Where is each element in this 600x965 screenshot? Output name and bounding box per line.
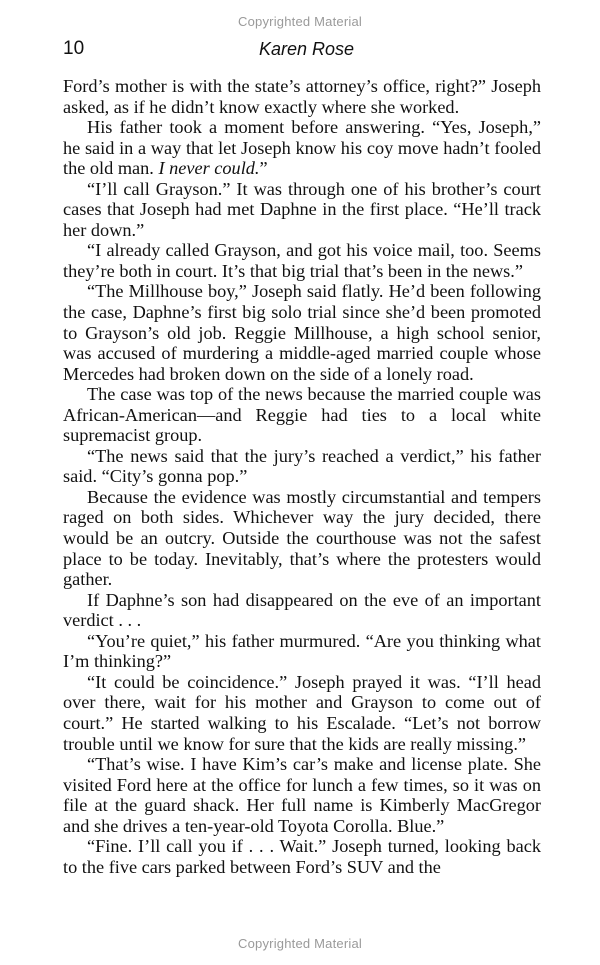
paragraph: If Daphne’s son had disappeared on the eve of an important verdict . . . (63, 589, 541, 631)
copyright-watermark-top: Copyrighted Material (238, 14, 362, 29)
paragraph: “I’ll call Grayson.” It was through one of his brother’s court cases that Joseph had met Daphne in the first place. “He’ll track her down.” (63, 178, 541, 240)
paragraph-text: His father took a moment before answering. “Yes, Joseph,” he said in a way that let Joseph know his coy move hadn’t fooled the old man. (63, 117, 541, 179)
paragraph: His father took a moment before answering. “Yes, Joseph,” he said in a way that let Joseph know his coy move hadn’t fooled the old man. I never could.” (63, 117, 541, 179)
running-head-author: Karen Rose (259, 39, 355, 59)
body-text (63, 76, 541, 877)
page-number: 10 (63, 38, 85, 59)
page-header (63, 38, 543, 66)
paragraph: “Fine. I’ll call you if . . . Wait.” Joseph turned, looking back to the five cars parked between Ford’s SUV and the (63, 836, 541, 877)
paragraph: “I already called Grayson, and got his voice mail, too. Seems they’re both in court. It’s that big trial that’s been in the news.” (63, 240, 541, 281)
paragraph: “It could be coincidence.” Joseph prayed it was. “I’ll head over there, wait for his mother and Grayson to come out of court.” He started walking to his Escalade. “Let’s not borrow trouble until we know for sure that the kids are really missing.” (63, 671, 541, 754)
paragraph: “You’re quiet,” his father murmured. “Are you thinking what I’m thinking?” (63, 630, 541, 672)
italic-phrase: I never could. (158, 158, 260, 179)
paragraph: “The Millhouse boy,” Joseph said flatly. He’d been following the case, Daphne’s first big solo trial since she’d been promoted to Grayson’s old job. Reggie Millhouse, a high school senior, was accused of murdering a middle-aged married couple whose Mercedes had broken down on the side of a lonely road. (63, 281, 541, 384)
copyright-watermark-bottom: Copyrighted Material (238, 936, 362, 951)
paragraph: “The news said that the jury’s reached a verdict,” his father said. “City’s gonna pop.” (63, 445, 541, 487)
paragraph: The case was top of the news because the married couple was African-American—and Reggie had ties to a local white supremacist group. (63, 384, 541, 446)
paragraph: “That’s wise. I have Kim’s car’s make and license plate. She visited Ford here at the office for lunch a few times, so it was on file at the guard shack. Her full name is Kimberly MacGregor and she drives a ten-year-old Toyota Corolla. Blue.” (63, 754, 541, 836)
paragraph: Because the evidence was mostly circumstantial and tempers raged on both sides. Whichever way the jury decided, there would be an outcry. Outside the courthouse was not the safest place to be today. Inevitably, that’s where the protesters would gather. (63, 486, 541, 590)
paragraph: Ford’s mother is with the state’s attorney’s office, right?” Joseph asked, as if he didn’t know exactly where she worked. (63, 76, 541, 117)
